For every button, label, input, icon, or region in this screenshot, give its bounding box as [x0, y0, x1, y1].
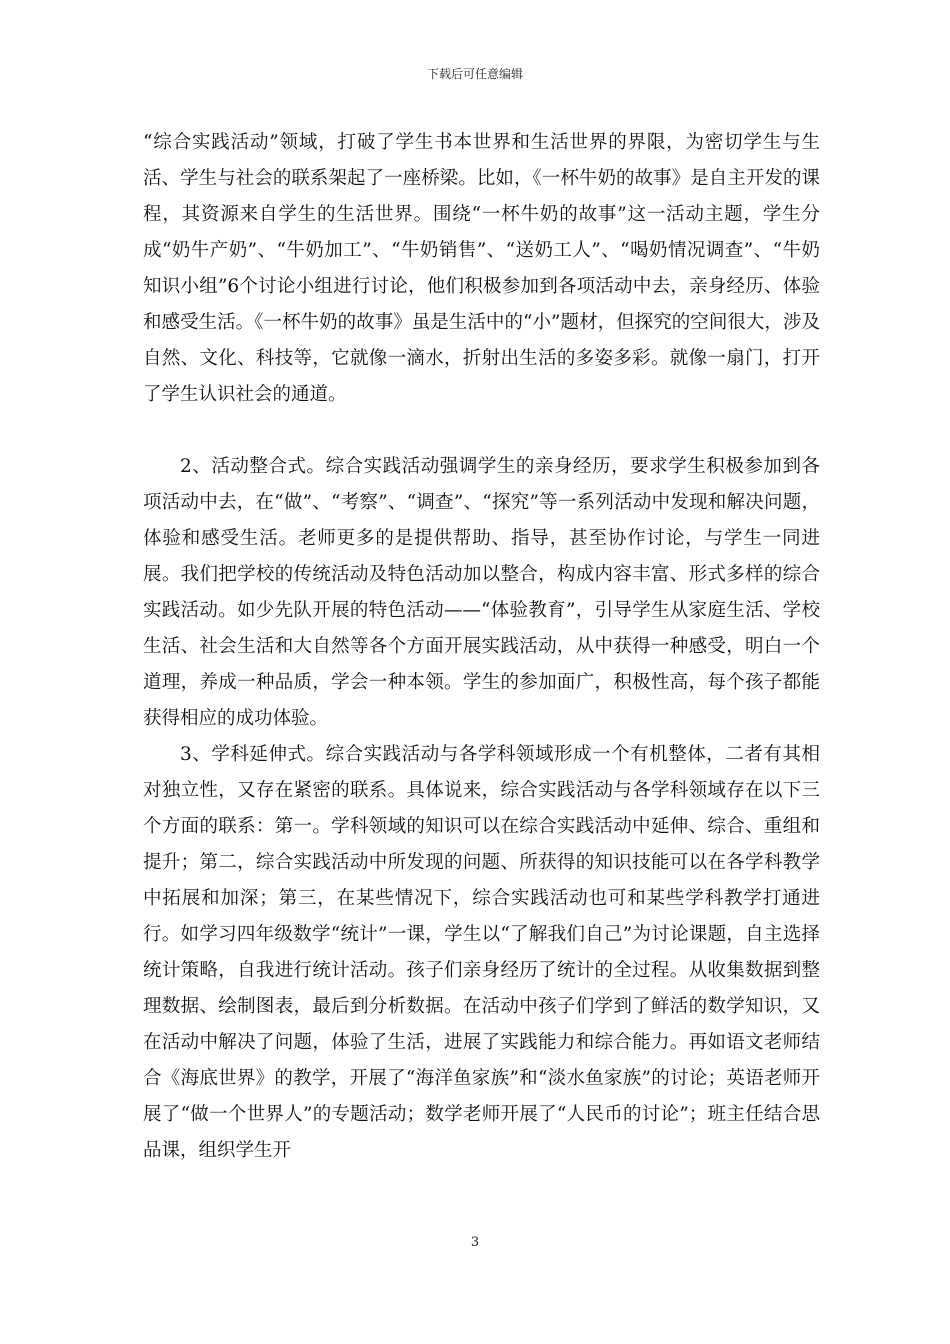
paragraph-activity-integration: 2、活动整合式。综合实践活动强调学生的亲身经历，要求学生积极参加到各项活动中去，在“做”、“考察”、“调查”、“探究”等一系列活动中发现和解决问题，体验和感受生活。老师更多的是提供帮助、指导，甚至协作讨论，与学生一同进展。我们把学校的传统活动及特色活动加以整合，构成内容丰富、形式多样的综合实践活动。如少先队开展的特色活动——“体验教育”，引导学生从家庭生活、学校生活、社会生活和大自然等各个方面开展实践活动，从中获得一种感受，明白一个道理，养成一种品质，学会一种本领。学生的参加面广，积极性高，每个孩子都能获得相应的成功体验。	[143, 456, 820, 729]
paragraph-milk-story: “综合实践活动”领域，打破了学生书本世界和生活世界的界限，为密切学生与生活、学生与社会的联系架起了一座桥梁。比如，《一杯牛奶的故事》是自主开发的课程，其资源来自学生的生活世界。围绕“一杯牛奶的故事”这一活动主题，学生分成“奶牛产奶”、“牛奶加工”、“牛奶销售”、“送奶工人”、“喝奶情况调查”、“牛奶知识小组”6个讨论小组进行讨论，他们积极参加到各项活动中去，亲身经历、体验和感受生活。《一杯牛奶的故事》虽是生活中的“小”题材，但探究的空间很大，涉及自然、文化、科技等，它就像一滴水，折射出生活的多姿多彩。就像一扇门，打开了学生认识社会的通道。	[143, 132, 820, 405]
paragraph-subject-extension: 3、学科延伸式。综合实践活动与各学科领域形成一个有机整体，二者有其相对独立性，又存在紧密的联系。具体说来，综合实践活动与各学科领域存在以下三个方面的联系：第一。学科领域的知识可以在综合实践活动中延伸、综合、重组和提升；第二，综合实践活动中所发现的问题、所获得的知识技能可以在各学科教学中拓展和加深；第三，在某些情况下，综合实践活动也可和某些学科教学打通进行。如学习四年级数学“统计”一课，学生以“了解我们自己”为讨论课题，自主选择统计策略，自我进行统计活动。孩子们亲身经历了统计的全过程。从收集数据到整理数据、绘制图表，最后到分析数据。在活动中孩子们学到了鲜活的数学知识，又在活动中解决了问题，体验了生活，进展了实践能力和综合能力。再如语文老师结合《海底世界》的教学，开展了“海洋鱼家族”和“淡水鱼家族”的讨论；英语老师开展了“做一个世界人”的专题活动；数学老师开展了“人民币的讨论”；班主任结合思品课，组织学生开	[143, 744, 820, 1161]
document-body	[143, 125, 820, 1169]
page-number: 3	[470, 1235, 480, 1250]
page-header-note: 下载后可任意编辑	[426, 67, 523, 81]
